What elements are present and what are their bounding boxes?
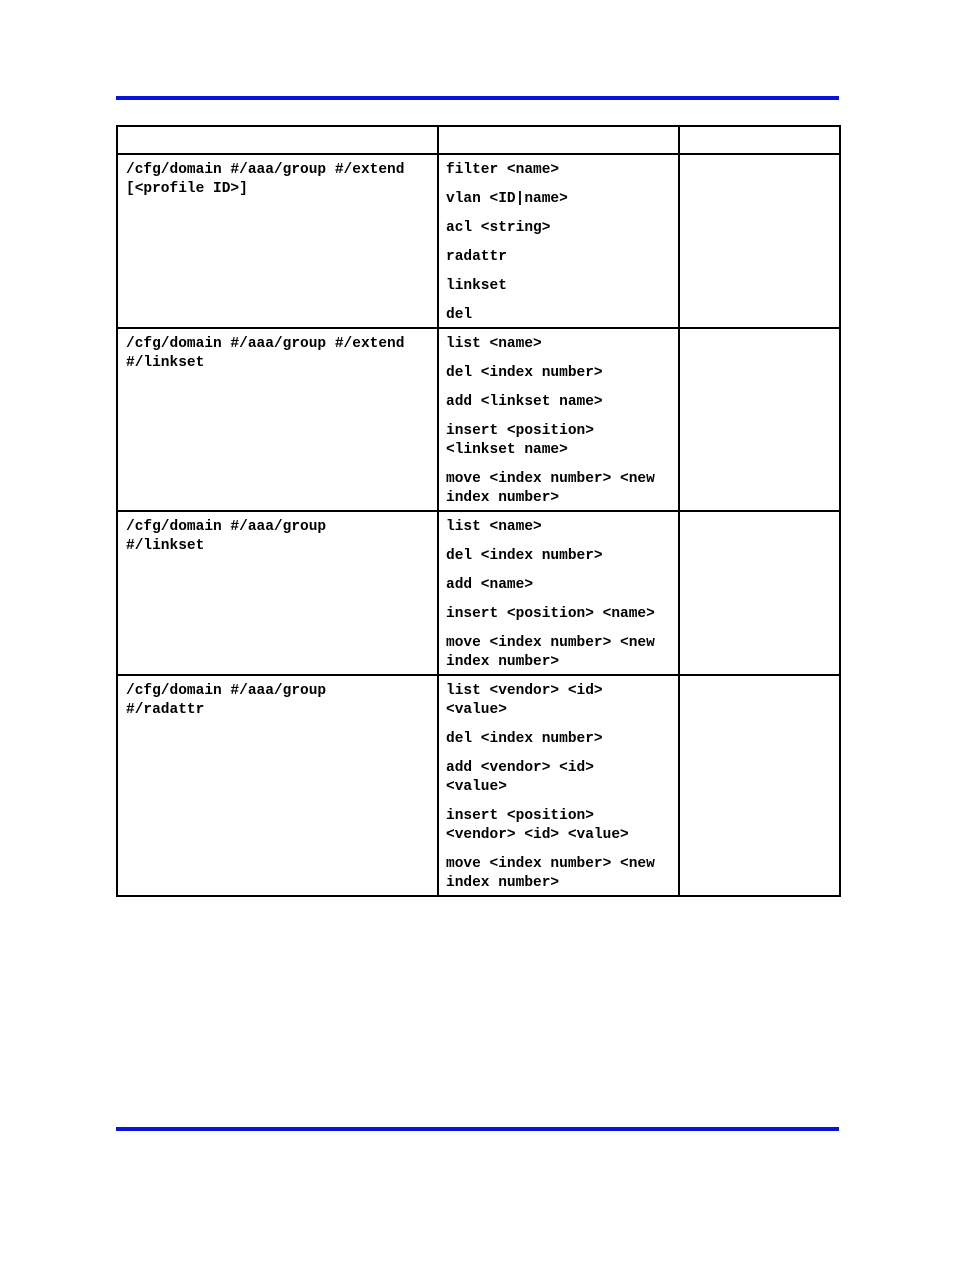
command-item: del <index number> [446, 365, 603, 381]
path-cell [117, 328, 438, 511]
commands-cell [438, 675, 679, 896]
command-item: move <index number> <new index number> [446, 635, 655, 670]
commands-cell [438, 154, 679, 328]
header-cell-2 [438, 126, 679, 154]
command-item: filter <name> [446, 162, 560, 178]
notes-cell [679, 511, 840, 675]
command-item: insert <position> <linkset name> [446, 423, 594, 458]
command-path: /cfg/domain #/aaa/group #/radattr [126, 683, 327, 718]
command-item: acl <string> [446, 220, 551, 236]
table-row [117, 154, 840, 328]
command-table [116, 125, 841, 897]
header-cell-1 [117, 126, 438, 154]
command-item: del <index number> [446, 548, 603, 564]
header-rule [116, 96, 839, 100]
command-item: list <vendor> <id> <value> [446, 683, 603, 718]
command-item: vlan <ID|name> [446, 191, 568, 207]
command-item: move <index number> <new index number> [446, 856, 655, 891]
command-item: add <linkset name> [446, 394, 603, 410]
path-cell [117, 511, 438, 675]
command-item: del [446, 307, 473, 323]
command-path: /cfg/domain #/aaa/group #/linkset [126, 519, 327, 554]
path-cell [117, 675, 438, 896]
path-cell [117, 154, 438, 328]
commands-cell [438, 328, 679, 511]
command-path: /cfg/domain #/aaa/group #/extend [<profile ID>] [126, 162, 405, 197]
command-item: insert <position> <vendor> <id> <value> [446, 808, 629, 843]
command-item: radattr [446, 249, 507, 265]
table-row [117, 328, 840, 511]
notes-cell [679, 675, 840, 896]
command-item: insert <position> <name> [446, 606, 655, 622]
notes-cell [679, 154, 840, 328]
command-item: move <index number> <new index number> [446, 471, 655, 506]
table-row [117, 511, 840, 675]
header-cell-3 [679, 126, 840, 154]
command-item: linkset [446, 278, 507, 294]
notes-cell [679, 328, 840, 511]
table-row [117, 675, 840, 896]
commands-cell [438, 511, 679, 675]
command-item: list <name> [446, 519, 542, 535]
command-item: list <name> [446, 336, 542, 352]
command-path: /cfg/domain #/aaa/group #/extend #/linkset [126, 336, 405, 371]
command-item: add <name> [446, 577, 534, 593]
footer-rule [116, 1127, 839, 1131]
command-item: del <index number> [446, 731, 603, 747]
command-item: add <vendor> <id> <value> [446, 760, 594, 795]
table-header-row [117, 126, 840, 154]
